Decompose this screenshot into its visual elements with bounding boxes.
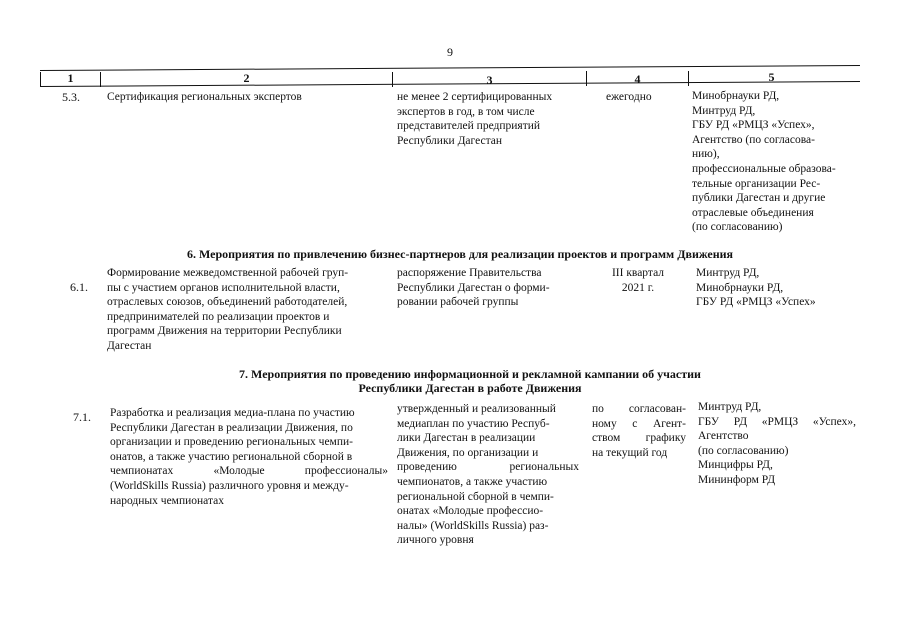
row-6-1-num: 6.1. — [70, 280, 88, 294]
header-col-1: 1 — [67, 71, 74, 85]
header-col-3: 3 — [486, 73, 493, 87]
row-6-1-responsible: Минтруд РД, Минобрнауки РД, ГБУ РД «РМЦЗ «Успех» — [696, 267, 816, 309]
page-number: 9 — [447, 45, 453, 59]
row-5-3-responsible: Минобрнауки РД, Минтруд РД, ГБУ РД «РМЦЗ «Успех», Агентство (по согласова- нию), профессиональные образова- тельные организации Рес- публики Дагестан и другие отраслевые объединения (по согласованию) — [692, 90, 836, 234]
header-col-2: 2 — [243, 71, 250, 85]
row-5-3-name: Сертификация региональных экспертов — [107, 91, 302, 103]
section-6-title: 6. Мероприятия по привлечению бизнес-партнеров для реализации проектов и программ Движения — [186, 247, 734, 261]
row-6-1-name: Формирование межведомственной рабочей груп- пы с участием органов исполнительной власти, отраслевых союзов, объединений работодателей, предпринимателей по реализации проектов и программ Движения на территории Республики Дагестан — [107, 267, 349, 352]
row-7-1-name: Разработка и реализация медиа-плана по участию Республики Дагестан в реализации Движения, по организации и проведению региональных чемпи- онатов, а также участию региональной сборной в чемпионатах «Молодые профессионалы» (WorldSkills Russia) различного уровня и между- народных чемпионатах — [110, 407, 388, 507]
row-7-1-deadline: по согласован- ному с Агент- ством графику на текущий год — [592, 403, 686, 459]
header-col-5: 5 — [768, 70, 775, 84]
row-6-1-deadline: III квартал 2021 г. — [611, 267, 665, 294]
section-7-title: 7. Мероприятия по проведению информационной и рекламной кампании об участии Республики Дагестан в работе Движения — [239, 367, 701, 395]
row-6-1-result: распоряжение Правительства Республики Дагестан о форми- ровании рабочей группы — [397, 267, 550, 309]
row-7-1-responsible: Минтруд РД, ГБУ РД «РМЦЗ «Успех», Агентство (по согласованию) Минцифры РД, Мининформ РД — [698, 401, 856, 486]
row-5-3-result: не менее 2 сертифицированных экспертов в год, в том числе представителей предприятий Республики Дагестан — [397, 91, 553, 147]
header-col-4: 4 — [634, 72, 641, 86]
row-5-3-num: 5.3. — [62, 90, 80, 104]
row-5-3-deadline: ежегодно — [606, 91, 652, 103]
row-7-1-result: утвержденный и реализованный медиаплан по участию Респуб- лики Дагестан в реализации Движения, по организации и проведению региональных чемпионатов, а также участию региональной сборной в чемпи- онатах «Молодые профессио- налы» (WorldSkills Russia) раз- личного уровня — [397, 403, 579, 547]
row-7-1-num: 7.1. — [73, 410, 91, 424]
